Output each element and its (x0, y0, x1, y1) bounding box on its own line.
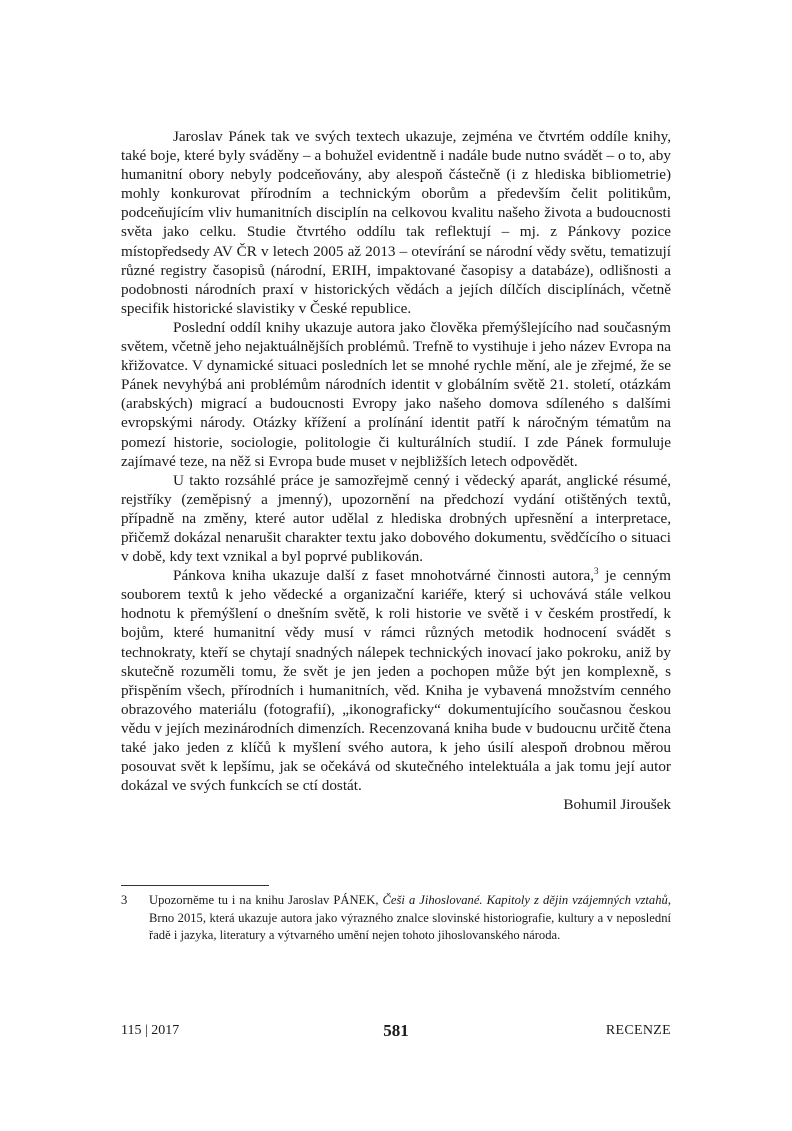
footnote-text (149, 892, 671, 945)
footnote-reference[interactable]: 3 (594, 566, 599, 577)
book-title: Češi a Jihoslované. Kapitoly z dějin vzájemných vztahů (382, 893, 668, 907)
paragraph: U takto rozsáhlé práce je samozřejmě cenný i vědecký aparát, anglické résumé, rejstříky (zeměpisný a jmenný), upozornění na předchozí vydání otištěných textů, případně na změny, které autor udělal z hlediska drobných upřesnění a interpretace, přičemž dokázal nenarušit charakter textu jako dobového dokumentu, svědčícího o situaci v době, kdy text vznikal a byl poprvé publikován. (121, 471, 671, 566)
footnote (121, 892, 671, 945)
page-number: 581 (383, 1021, 409, 1040)
paragraph-text: Pánkova kniha ukazuje další z faset mnohotvárné činnosti autora, (173, 567, 595, 585)
journal-issue: 115 | 2017 (121, 1023, 180, 1038)
footnote-text-end: , Brno 2015, která ukazuje autora jako výrazného znalce slovinské historiografie, kultury a v neposlední řadě i jazyka, literatury a výtvarného umění nejen tohoto jihoslovanského národa. (149, 893, 671, 943)
author-signature: Bohumil Jiroušek (563, 796, 671, 814)
footnote-divider (121, 885, 269, 886)
paragraph: Poslední oddíl knihy ukazuje autora jako člověka přemýšlejícího nad současným světem, včetně jeho nejaktuálnějších problémů. Trefně to vystihuje i jeho název Evropa na křižovatce. V dynamické situaci posledních let se mnohé rychle mění, ale je zřejmé, že se Pánek nevyhýbá ani problémům národních identit v globálním světě 21. století, otázkám (arabských) migrací a budoucnosti Evropy jako našeho domova sdíleného s dalšími evropskými národy. Otázky křížení a prolínání identit patří k náročným tématům na pomezí historie, sociologie, politologie či kulturálních studií. I zde Pánek formuluje zajímavé teze, na něž si Evropa bude muset v nejbližších letech odpovědět. (121, 318, 671, 470)
footnote-text-start: Upozorněme tu i na knihu Jaroslav PÁNEK, (149, 893, 383, 907)
page-footer (121, 1015, 671, 1039)
footnote-number: 3 (121, 893, 128, 907)
section-name: RECENZE (605, 1023, 671, 1038)
paragraph (121, 566, 671, 795)
paragraph: Jaroslav Pánek tak ve svých textech ukazuje, zejména ve čtvrtém oddíle knihy, také boje, které byly sváděny – a bohužel evidentně i nadále bude nutno svádět – o to, aby humanitní obory nebyly podceňovány, aby alespoň částečně (i z hlediska bibliometrie) mohly konkurovat přírodním a technickým oborům a především čelit politikům, podceňujícím vliv humanitních disciplín na celkovou kvalitu našeho života a budoucnosti světa jako celku. Studie čtvrtého oddílu tak reflektují – mj. z Pánkovy pozice místopředsedy AV ČR v letech 2005 až 2013 – otevírání se národní vědy světu, tematizují různé registry časopisů (národní, ERIH, impaktované časopisy a databáze), odlišnosti a podobnosti národních praxí v historických vědách a jejích dílčích disciplínách, včetně specifik historické slavistiky v České republice. (121, 128, 671, 317)
article-body (121, 127, 671, 814)
paragraph-text: je cenným souborem textů k jeho vědecké a organizační kariéře, který si uchovává stále velkou hodnotu k přemýšlení o dnešním světě, k roli historie ve světě i v českém prostředí, k bojům, které humanitní vědy musí v rámci různých metodik hodnocení svádět s technokraty, kteří se chytají snadných nálepek technických inovací jako pokroku, aniž by skutečně rozuměli tomu, že svět je jen jeden a pochopen může být jen komplexně, s přispěním všech, přírodních i humanitních, věd. Kniha je vybavená množstvím cenného obrazového materiálu (fotografií), „ikonograficky“ dokumentujícího současnou českou vědu v jejích mezinárodních dimenzích. Recenzovaná kniha bude v budoucnu určitě čtena také jako jeden z klíčů k myšlení svého autora, k jeho úsilí alespoň drobnou měrou posouvat svět k lepšímu, jak se očekává od skutečného intelektuála a jak tomu její autor dokázal ve svých funkcích se ctí dostát. (121, 567, 671, 795)
